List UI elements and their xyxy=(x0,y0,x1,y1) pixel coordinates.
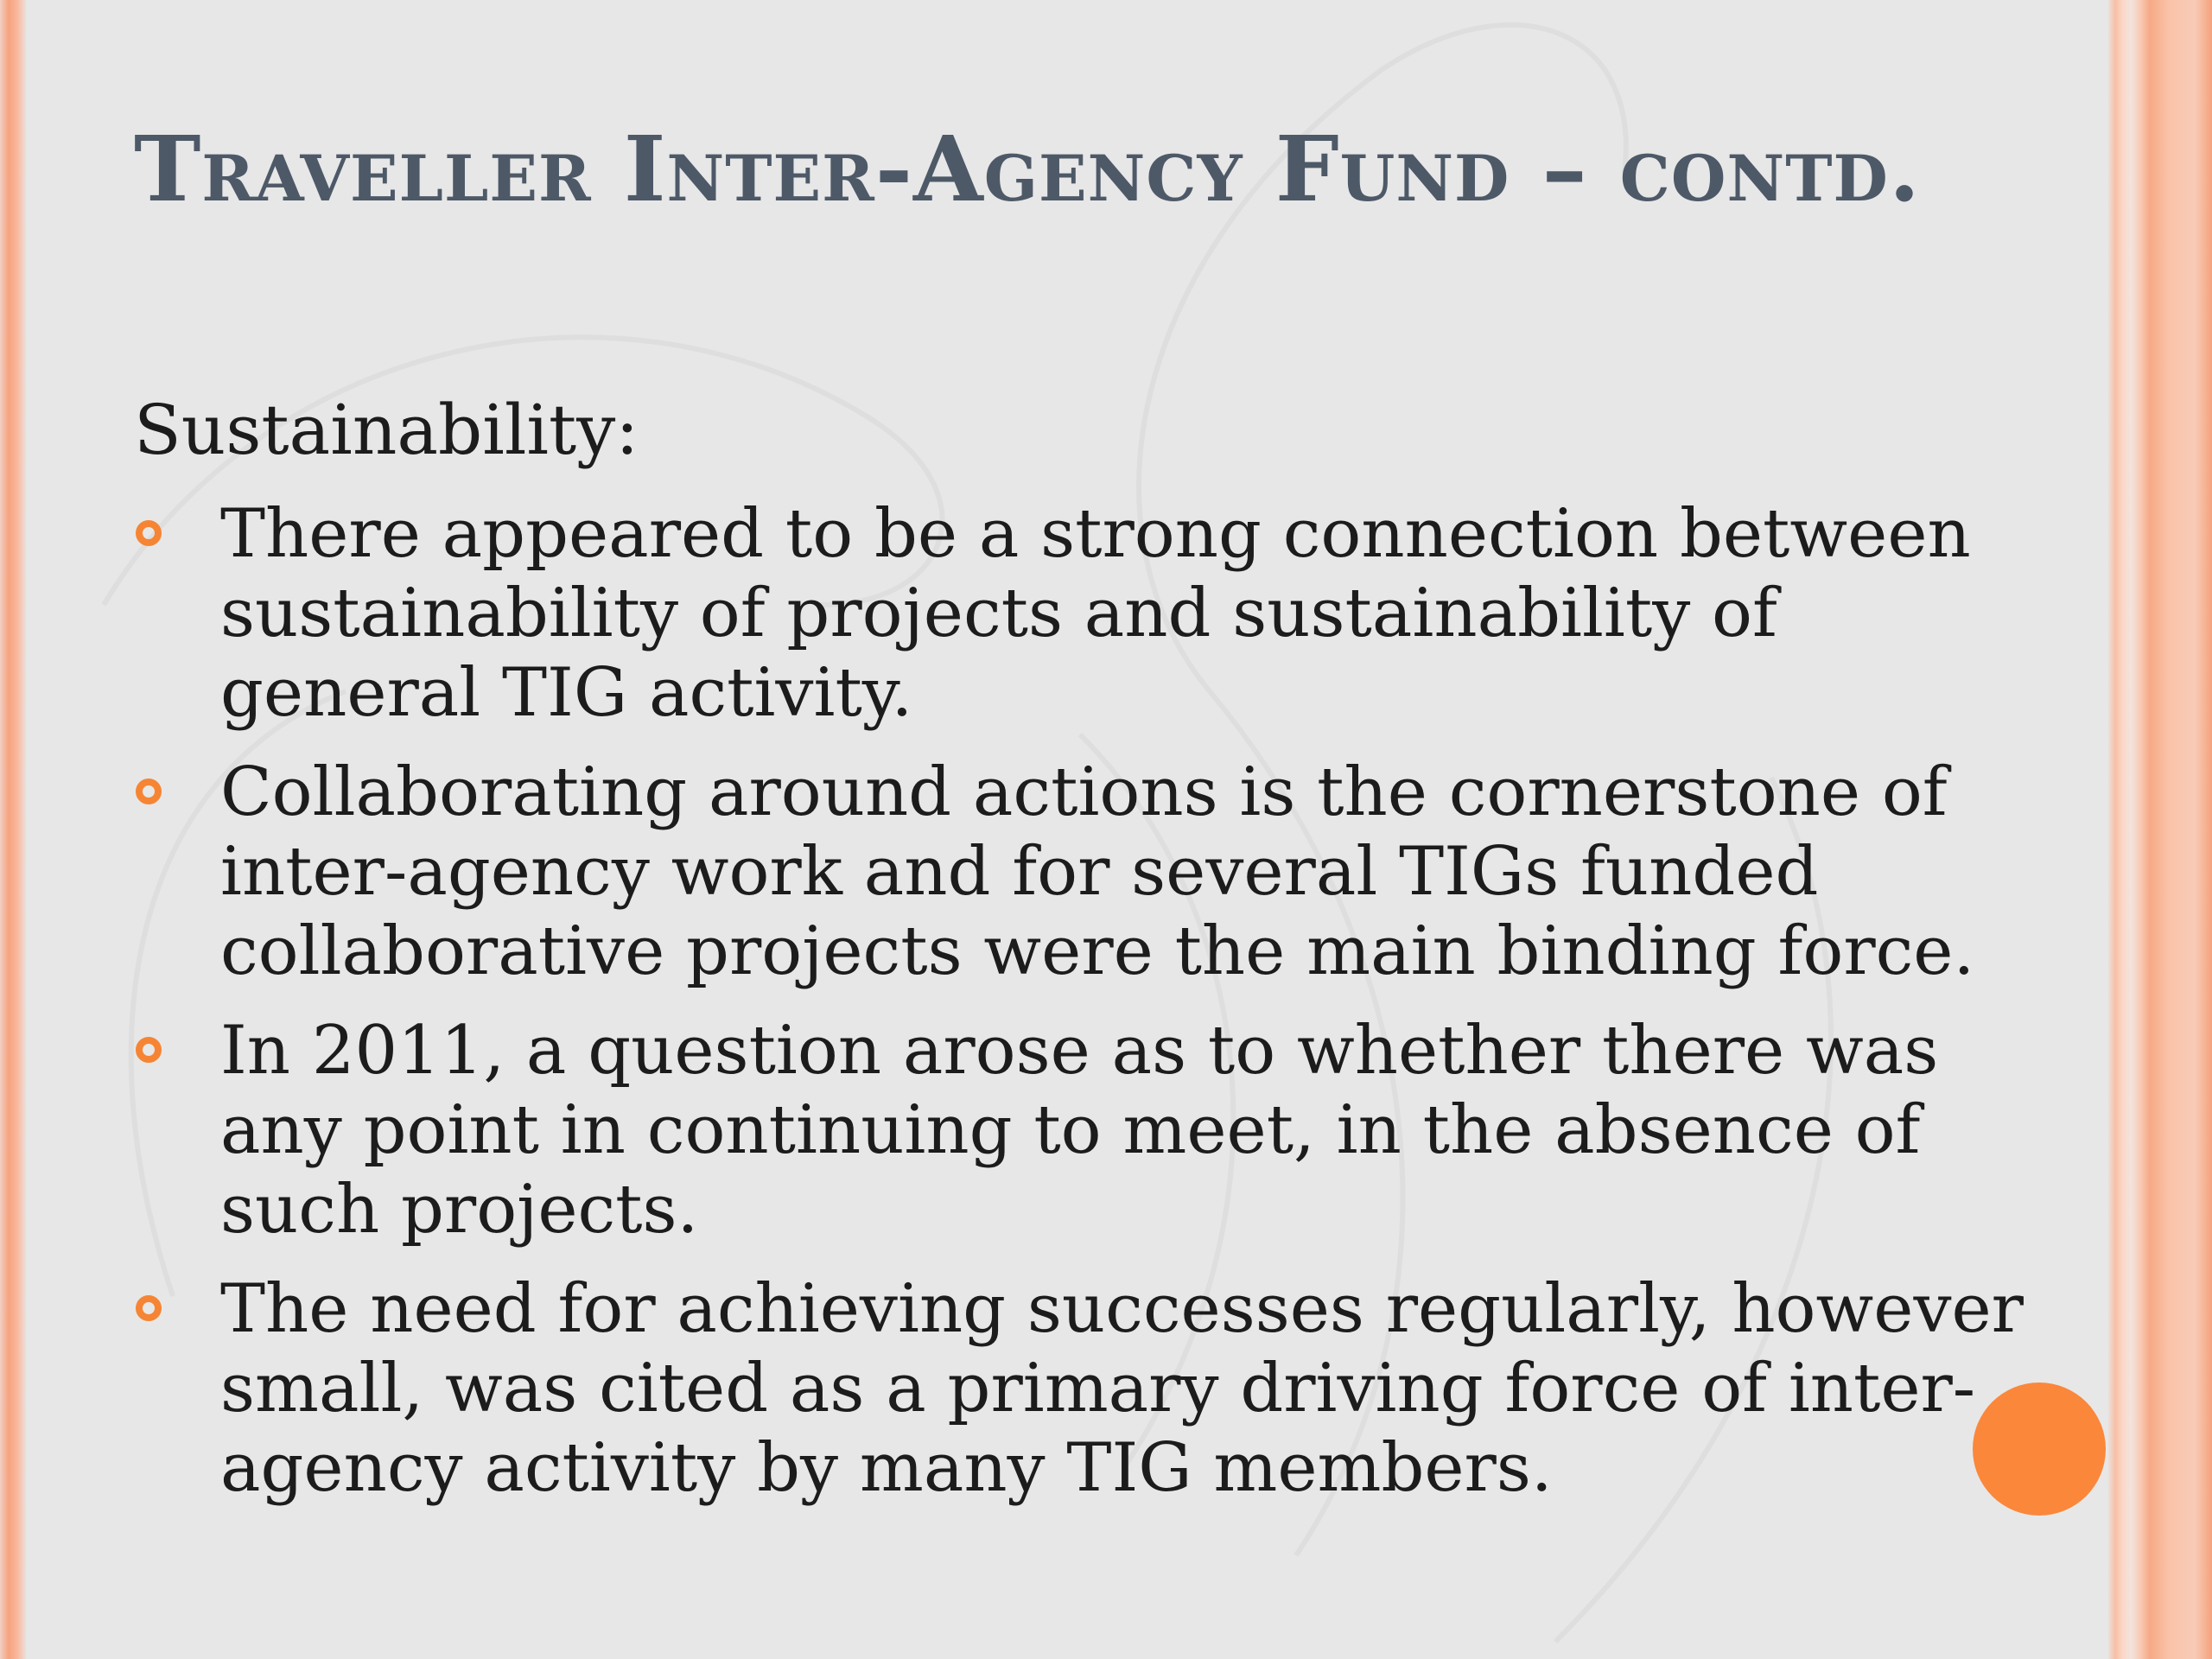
hollow-circle-bullet-icon xyxy=(136,779,162,804)
hollow-circle-bullet-icon xyxy=(136,1295,162,1321)
section-heading: Sustainability: xyxy=(134,390,639,470)
bullet-text: Collaborating around actions is the cornerstone of inter-agency work and for several TIGs funded collaborative projects were the main binding force. xyxy=(220,753,1975,990)
bullet-item-3 xyxy=(134,1011,2035,1249)
bullet-item-1 xyxy=(134,494,2035,733)
bullet-list xyxy=(134,494,2035,1528)
bullet-text: In 2011, a question arose as to whether there was any point in continuing to meet, in the absence of such projects. xyxy=(220,1012,1939,1249)
bullet-item-4 xyxy=(134,1269,2035,1508)
bullet-text: The need for achieving successes regularly, however small, was cited as a primary driving force of inter-agency activity by many TIG members. xyxy=(220,1270,2024,1507)
bullet-item-2 xyxy=(134,753,2035,991)
bullet-text: There appeared to be a strong connection between sustainability of projects and sustainability of general TIG activity. xyxy=(220,495,1971,732)
hollow-circle-bullet-icon xyxy=(136,1037,162,1063)
orange-circle-decoration xyxy=(1973,1382,2106,1516)
slide-title: Traveller Inter-Agency Fund – contd. xyxy=(134,116,1922,222)
right-border-decoration xyxy=(2108,0,2212,1659)
hollow-circle-bullet-icon xyxy=(136,520,162,546)
